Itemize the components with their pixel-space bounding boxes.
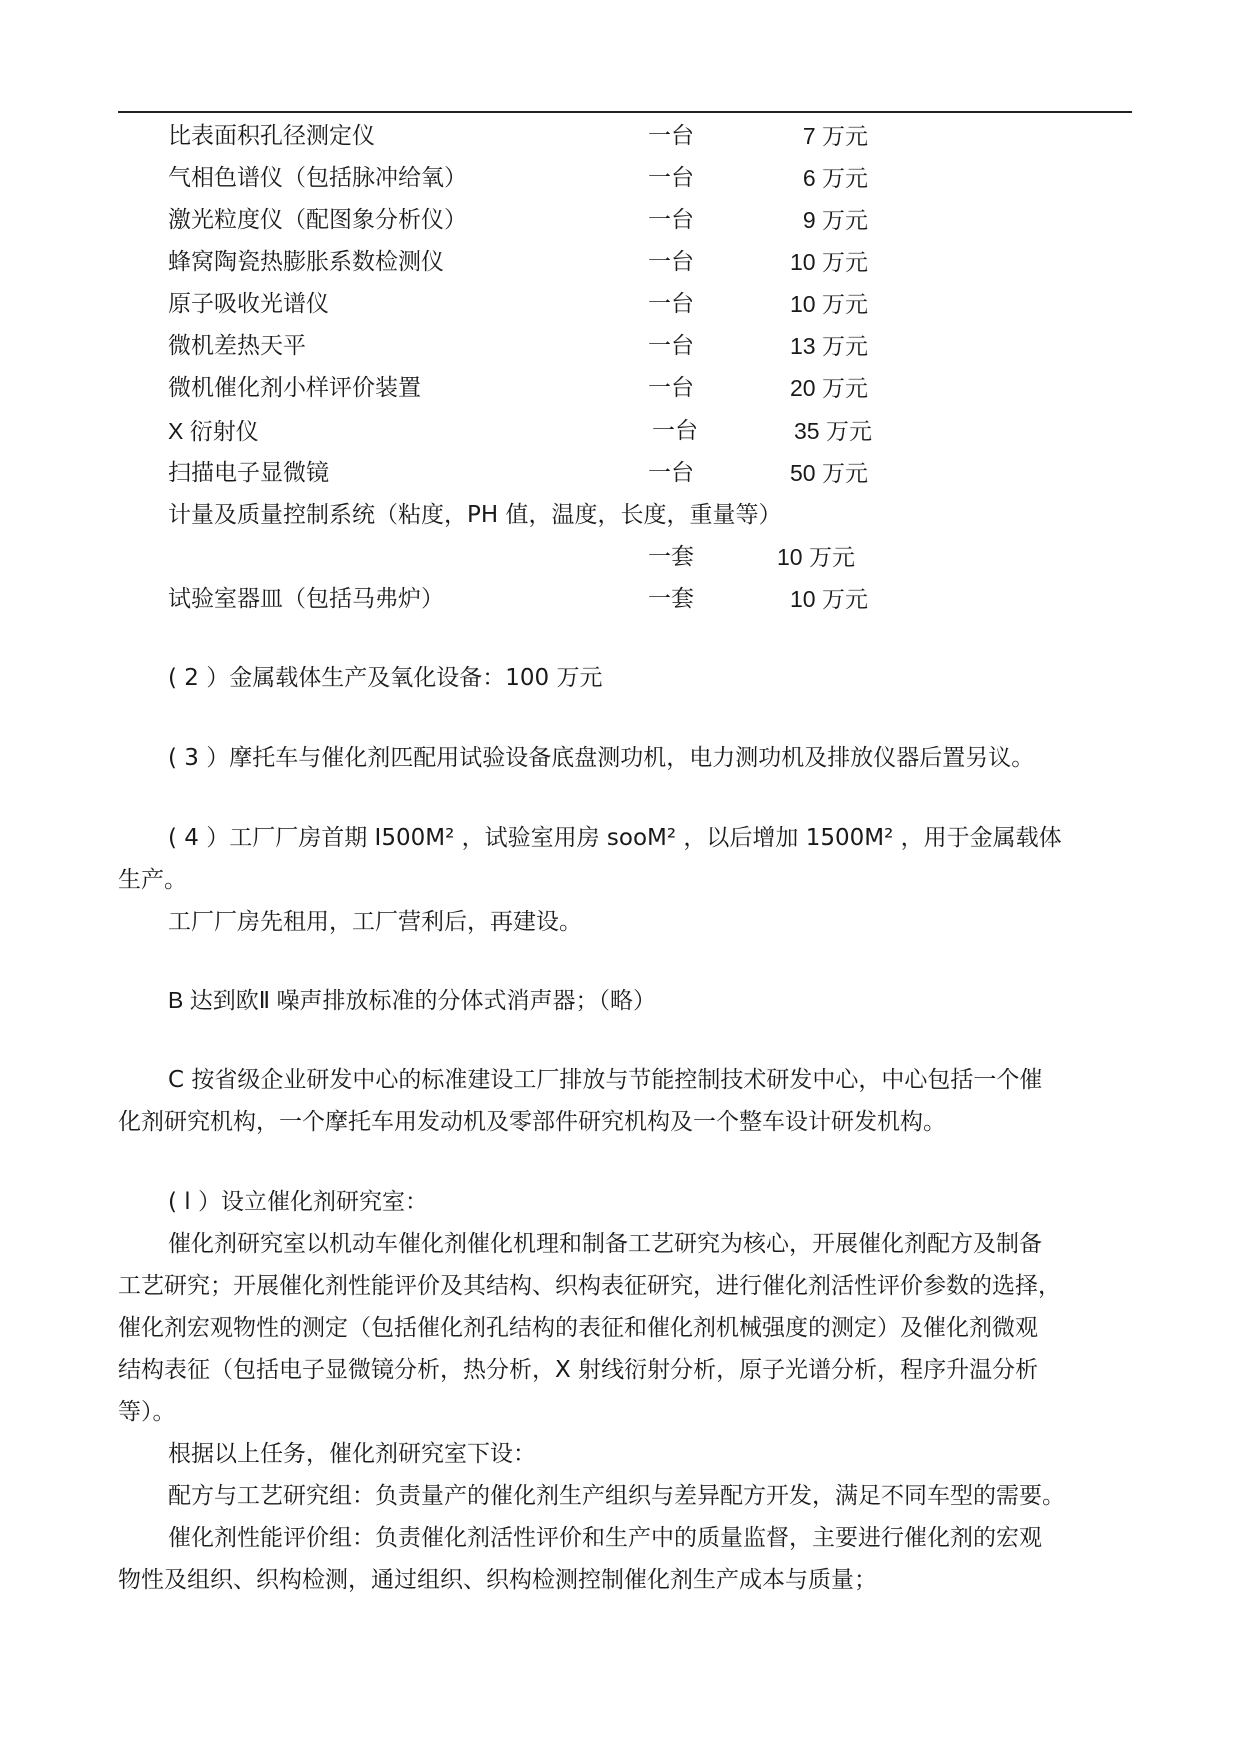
equipment-amount: 35 万元 bbox=[794, 418, 872, 444]
lab-desc-line3: 催化剂宏观物性的测定（包括催化剂孔结构的表征和催化剂机械强度的测定）及催化剂微观 bbox=[118, 1315, 1038, 1341]
equipment-amount: 20 万元 bbox=[790, 375, 868, 401]
equipment-amount: 10 万元 bbox=[790, 586, 868, 612]
equipment-name: 扫描电子显微镜 bbox=[168, 460, 329, 486]
equipment-name: 比表面积孔径测定仪 bbox=[168, 123, 375, 149]
equipment-unit: 一台 bbox=[648, 207, 694, 233]
item-3: ( 3 ）摩托车与催化剂匹配用试验设备底盘测功机，电力测功机及排放仪器后置另议。 bbox=[168, 745, 1035, 771]
equipment-amount: 10 万元 bbox=[790, 291, 868, 317]
equipment-amount: 10 万元 bbox=[790, 249, 868, 275]
equipment-name: 原子吸收光谱仪 bbox=[168, 291, 329, 317]
equipment-unit: 一台 bbox=[648, 123, 694, 149]
equipment-name: 试验室器皿（包括马弗炉） bbox=[168, 586, 444, 612]
group-eval-line2: 物性及组织、织构检测，通过组织、织构检测控制催化剂生产成本与质量； bbox=[118, 1567, 877, 1593]
equipment-name: 微机催化剂小样评价装置 bbox=[168, 375, 421, 401]
factory-note: 工厂厂房先租用，工厂营利后，再建设。 bbox=[168, 909, 582, 935]
lab-desc-line5: 等）。 bbox=[118, 1399, 176, 1425]
item-4-line1: ( 4 ）工厂厂房首期 I500M² ，试验室用房 sooM² ，以后增加 1500M² ，用于金属载体 bbox=[168, 825, 1062, 851]
equipment-amount: 10 万元 bbox=[777, 544, 855, 570]
equipment-amount: 7 万元 bbox=[802, 123, 868, 149]
equipment-name: 微机差热天平 bbox=[168, 333, 306, 359]
item-2: ( 2 ）金属载体生产及氧化设备：100 万元 bbox=[168, 665, 603, 691]
equipment-unit: 一套 bbox=[648, 586, 694, 612]
equipment-name: X 衍射仪 bbox=[168, 418, 259, 444]
equipment-unit: 一台 bbox=[648, 165, 694, 191]
equipment-unit: 一台 bbox=[648, 291, 694, 317]
equipment-unit: 一台 bbox=[648, 375, 694, 401]
section-c-line1: C 按省级企业研发中心的标准建设工厂排放与节能控制技术研发中心，中心包括一个催 bbox=[168, 1067, 1043, 1093]
equipment-unit: 一套 bbox=[648, 544, 694, 570]
equipment-name: 气相色谱仪（包括脉冲给氧） bbox=[168, 165, 467, 191]
tasks-intro: 根据以上任务，催化剂研究室下设： bbox=[168, 1441, 536, 1467]
equipment-amount: 13 万元 bbox=[790, 333, 868, 359]
equipment-name: 蜂窝陶瓷热膨胀系数检测仪 bbox=[168, 249, 444, 275]
equipment-unit: 一台 bbox=[648, 460, 694, 486]
equipment-name: 计量及质量控制系统（粘度，PH 值，温度，长度，重量等） bbox=[168, 502, 782, 528]
equipment-name: 激光粒度仪（配图象分析仪） bbox=[168, 207, 467, 233]
item-l-title: ( l ）设立催化剂研究室： bbox=[168, 1189, 428, 1215]
group-eval-line1: 催化剂性能评价组：负责催化剂活性评价和生产中的质量监督，主要进行催化剂的宏观 bbox=[168, 1525, 1042, 1551]
header-rule bbox=[118, 111, 1132, 113]
equipment-amount: 50 万元 bbox=[790, 460, 868, 486]
lab-desc-line2: 工艺研究；开展催化剂性能评价及其结构、织构表征研究，进行催化剂活性评价参数的选择， bbox=[118, 1273, 1061, 1299]
equipment-amount: 9 万元 bbox=[802, 207, 868, 233]
section-c-line2: 化剂研究机构，一个摩托车用发动机及零部件研究机构及一个整车设计研发机构。 bbox=[118, 1109, 946, 1135]
equipment-amount: 6 万元 bbox=[802, 165, 868, 191]
lab-desc-line4: 结构表征（包括电子显微镜分析，热分析，X 射线衍射分析，原子光谱分析，程序升温分析 bbox=[118, 1357, 1039, 1383]
equipment-unit: 一台 bbox=[652, 418, 698, 444]
lab-desc-line1: 催化剂研究室以机动车催化剂催化机理和制备工艺研究为核心，开展催化剂配方及制备 bbox=[168, 1231, 1042, 1257]
equipment-unit: 一台 bbox=[648, 333, 694, 359]
group-formula: 配方与工艺研究组：负责量产的催化剂生产组织与差异配方开发，满足不同车型的需要。 bbox=[168, 1483, 1065, 1509]
item-4-line2: 生产。 bbox=[118, 867, 187, 893]
section-b: B 达到欧Ⅱ 噪声排放标准的分体式消声器；（略） bbox=[168, 987, 656, 1013]
equipment-unit: 一台 bbox=[648, 249, 694, 275]
